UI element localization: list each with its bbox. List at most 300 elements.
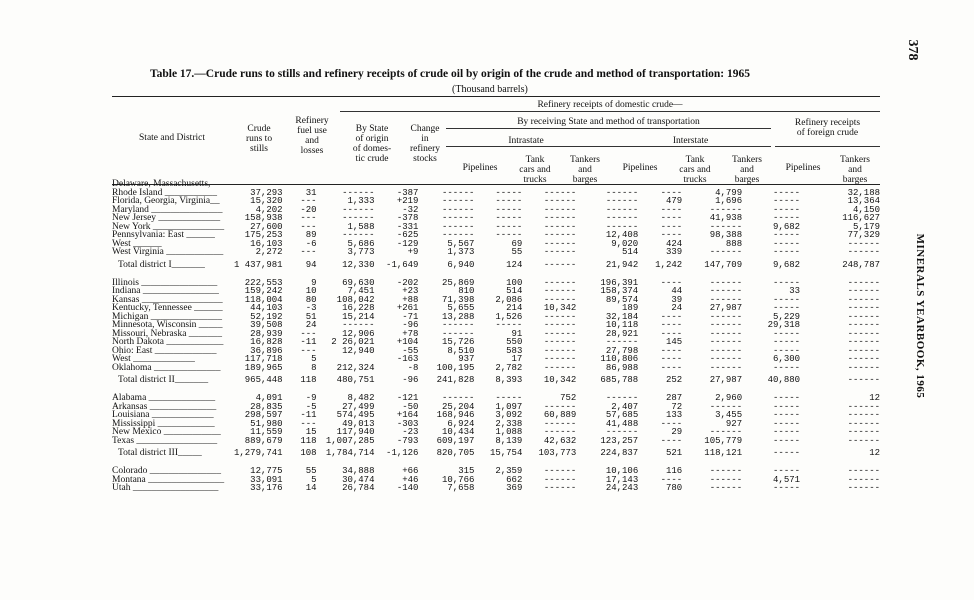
- table-cell: ------: [847, 427, 880, 437]
- table-cell: ------: [441, 213, 475, 223]
- table-cell: -----: [773, 362, 801, 373]
- table-cell: 49,013: [342, 418, 375, 429]
- total-row: [112, 257, 880, 273]
- table-cell: 927: [725, 418, 743, 429]
- table-cell: ------: [709, 401, 743, 412]
- table-cell: ------: [709, 277, 743, 288]
- table-cell: 8,482: [347, 393, 375, 403]
- table-cell: 10,118: [605, 320, 639, 330]
- row-label: Michigan _______________: [112, 311, 223, 322]
- table-cell: 12,775: [250, 466, 283, 476]
- table-cell: 4,150: [852, 204, 880, 215]
- header-pipelines-inter: Pipelines: [622, 163, 658, 173]
- table-cell: -----: [773, 328, 801, 339]
- table-cell: -6: [305, 238, 317, 249]
- row-label: Kentucky, Tennessee ______: [112, 303, 223, 313]
- table-cell: 55: [305, 466, 317, 476]
- table-cell: 28,921: [605, 328, 639, 339]
- table-cell: -----: [773, 187, 801, 198]
- table-cell: ------: [709, 362, 743, 373]
- table-cell: ------: [543, 204, 577, 215]
- table-cell: 28,939: [250, 328, 283, 339]
- table-cell: 1,097: [495, 401, 523, 412]
- table-cell: 145: [665, 337, 683, 347]
- row-label: West ______: [112, 238, 162, 249]
- table-cell: ----: [660, 474, 683, 485]
- table-cell: 479: [665, 196, 683, 206]
- table-cell: 2,782: [495, 362, 523, 373]
- table-cell: 116,627: [842, 213, 880, 223]
- table-cell: +78: [402, 328, 419, 339]
- table-cell: 57,685: [605, 410, 639, 420]
- table-cell: -----: [495, 230, 523, 240]
- table-cell: 224,837: [600, 448, 639, 458]
- table-cell: 11,559: [250, 427, 283, 437]
- table-cell: 1,784,714: [325, 448, 375, 458]
- table-cell: 4,091: [255, 393, 283, 403]
- table-cell: -3: [305, 303, 317, 313]
- table-cell: ------: [605, 196, 639, 206]
- table-cell: 77,329: [847, 230, 880, 240]
- table-cell: -----: [773, 294, 801, 305]
- table-cell: 118: [300, 435, 317, 446]
- table-cell: ------: [847, 362, 880, 373]
- table-cell: +23: [402, 286, 419, 296]
- table-cell: ------: [847, 474, 880, 485]
- table-cell: 8,139: [495, 435, 523, 446]
- table-cell: ------: [847, 294, 880, 305]
- table-cell: 4,799: [715, 187, 743, 198]
- table-cell: ------: [709, 337, 743, 347]
- table-cell: ------: [543, 221, 577, 232]
- table-cell: 6,924: [447, 418, 475, 429]
- table-cell: -20: [300, 204, 317, 215]
- table-cell: ------: [543, 187, 577, 198]
- table-cell: -793: [396, 435, 419, 446]
- table-cell: ------: [709, 466, 743, 476]
- page-number: 378: [905, 39, 920, 61]
- table-cell: 5: [311, 354, 317, 364]
- table-cell: 196,391: [600, 277, 639, 288]
- table-cell: ------: [709, 247, 743, 257]
- table-cell: ------: [543, 196, 577, 206]
- table-cell: 103,773: [538, 448, 577, 458]
- header-foreign: Refinery receipts of foreign crude: [794, 118, 861, 138]
- table-cell: ----: [660, 362, 683, 373]
- table-cell: ------: [847, 466, 880, 476]
- table-cell: 175,253: [244, 230, 283, 240]
- table-cell: 13,364: [847, 196, 880, 206]
- table-cell: 17,143: [605, 474, 639, 485]
- table-cell: 36,896: [250, 345, 283, 356]
- table-cell: 3,455: [715, 410, 743, 420]
- table-cell: ------: [543, 418, 577, 429]
- table-cell: 16,103: [250, 238, 283, 249]
- header-intrastate: Intrastate: [508, 136, 544, 146]
- table-cell: -----: [495, 393, 523, 403]
- table-cell: 3,773: [347, 247, 375, 257]
- row-label: Ohio: East _____________: [112, 345, 217, 356]
- table-cell: 44,103: [250, 303, 283, 313]
- table-cell: ------: [605, 337, 639, 347]
- row-label: Rhode Island ___________: [112, 187, 218, 198]
- table-cell: 780: [665, 483, 683, 493]
- row-label: New Mexico ____________: [112, 427, 221, 437]
- table-cell: -32: [402, 204, 419, 215]
- header-by-state: By State of origin of domes- tic crude: [352, 124, 392, 164]
- table-row: [112, 296, 880, 305]
- row-label: Indiana ________________: [112, 286, 219, 296]
- table-cell: -----: [773, 401, 801, 412]
- header-interstate: Interstate: [672, 136, 709, 146]
- table-cell: 89: [305, 230, 317, 240]
- table-cell: ------: [543, 474, 577, 485]
- table-cell: 28,835: [250, 401, 283, 412]
- table-cell: 9,020: [611, 238, 639, 249]
- table-cell: ----: [660, 354, 683, 364]
- table-cell: 27,600: [250, 221, 283, 232]
- table-cell: -----: [773, 303, 801, 313]
- table-cell: -----: [773, 435, 801, 446]
- table-cell: 965,448: [244, 375, 283, 385]
- row-label: Oklahoma ______________: [112, 362, 221, 373]
- table-row: [112, 364, 880, 373]
- table-cell: 1,588: [347, 221, 375, 232]
- table-cell: ---: [300, 418, 317, 429]
- table-row: [112, 484, 880, 493]
- table-cell: -23: [402, 427, 419, 437]
- row-label: Kansas _________________: [112, 294, 223, 305]
- table-cell: 5,567: [447, 238, 475, 249]
- table-cell: 1 437,981: [233, 259, 283, 270]
- table-cell: ---: [300, 196, 317, 206]
- table-cell: -----: [773, 448, 801, 458]
- table-cell: -----: [495, 213, 523, 223]
- table-cell: 189: [622, 303, 639, 313]
- table-cell: 222,553: [244, 277, 283, 288]
- table-cell: ------: [605, 213, 639, 223]
- table-cell: 212,324: [336, 362, 375, 373]
- table-cell: 10: [305, 286, 317, 296]
- table-cell: -5: [305, 401, 317, 412]
- table-row: [112, 240, 880, 249]
- row-label: Mississippi ____________: [112, 418, 215, 429]
- table-cell: ------: [543, 427, 577, 437]
- table-cell: ------: [543, 213, 577, 223]
- table-cell: -202: [396, 277, 419, 288]
- table-cell: ------: [709, 311, 743, 322]
- row-label: Arkansas ______________: [112, 401, 217, 412]
- table-cell: +164: [396, 410, 419, 420]
- table-cell: 1,279,741: [233, 448, 283, 458]
- table-cell: 889,679: [244, 435, 283, 446]
- table-row: [112, 321, 880, 330]
- table-cell: -----: [773, 418, 801, 429]
- table-cell: 89,574: [605, 294, 639, 305]
- running-head: MINERALS YEARBOOK, 1965: [914, 233, 926, 399]
- table-cell: 5,229: [773, 311, 801, 322]
- table-cell: 15,754: [489, 448, 523, 458]
- table-cell: -----: [773, 213, 801, 223]
- table-cell: 662: [506, 474, 523, 485]
- table-cell: -----: [495, 196, 523, 206]
- table-cell: ------: [543, 328, 577, 339]
- table-cell: 339: [665, 247, 683, 257]
- table-cell: 3,092: [495, 410, 523, 420]
- table-cell: 60,889: [543, 410, 577, 420]
- table-cell: ----: [660, 277, 683, 288]
- table-cell: 685,788: [600, 375, 639, 385]
- row-label: Minnesota, Wisconsin _____: [112, 320, 223, 330]
- table-cell: ------: [543, 466, 577, 476]
- table-cell: -1,649: [386, 259, 419, 270]
- row-label: North Dakota ____________: [112, 337, 224, 347]
- row-label: Pennsylvania: East ______: [112, 230, 215, 240]
- table-cell: 2,359: [495, 466, 523, 476]
- table-cell: 15: [305, 427, 317, 437]
- table-cell: 98,388: [709, 230, 743, 240]
- table-cell: 27,798: [605, 345, 639, 356]
- table-cell: 12: [869, 448, 880, 458]
- table-cell: ------: [709, 320, 743, 330]
- table-cell: 55: [511, 247, 523, 257]
- table-cell: 6,940: [447, 259, 475, 270]
- table-cell: ----: [660, 204, 683, 215]
- table-cell: -----: [773, 483, 801, 493]
- table-cell: -----: [495, 204, 523, 215]
- table-cell: 108: [300, 448, 317, 458]
- table-cell: ------: [342, 230, 375, 240]
- table-cell: 241,828: [436, 375, 475, 385]
- table-row: [112, 279, 880, 288]
- table-cell: ------: [709, 427, 743, 437]
- table-cell: ----: [660, 221, 683, 232]
- table-cell: ---: [300, 328, 317, 339]
- table-cell: ------: [847, 328, 880, 339]
- table-cell: ------: [543, 259, 577, 270]
- table-cell: -625: [396, 230, 419, 240]
- table-cell: ------: [709, 221, 743, 232]
- table-cell: ------: [709, 345, 743, 356]
- table-cell: 86,988: [605, 362, 639, 373]
- table-cell: 27,987: [709, 303, 743, 313]
- table-subtitle: (Thousand barrels): [452, 84, 528, 95]
- table-cell: -----: [773, 410, 801, 420]
- table-cell: -163: [396, 354, 419, 364]
- table-cell: -50: [402, 401, 419, 412]
- table-cell: ------: [543, 483, 577, 493]
- table-cell: ------: [709, 286, 743, 296]
- foreign-rule: [775, 146, 880, 147]
- table-cell: 15,726: [441, 337, 475, 347]
- table-cell: 937: [458, 354, 475, 364]
- table-cell: ----: [660, 187, 683, 198]
- table-cell: 7,451: [347, 286, 375, 296]
- table-cell: ------: [847, 286, 880, 296]
- table-cell: ------: [605, 187, 639, 198]
- table-cell: -----: [773, 196, 801, 206]
- table-cell: ------: [847, 410, 880, 420]
- table-cell: ------: [342, 204, 375, 215]
- table-cell: -378: [396, 213, 419, 223]
- table-cell: 118,004: [244, 294, 283, 305]
- table-cell: ------: [543, 362, 577, 373]
- table-cell: -129: [396, 238, 419, 249]
- table-cell: -9: [305, 393, 317, 403]
- table-cell: ------: [847, 401, 880, 412]
- table-cell: 159,242: [244, 286, 283, 296]
- table-cell: 27,499: [342, 401, 375, 412]
- table-title: Table 17.—Crude runs to stills and refinery receipts of crude oil by origin of the crude and method of transportation: 1965: [150, 68, 751, 80]
- table-cell: ------: [441, 221, 475, 232]
- table-cell: 110,806: [600, 354, 639, 364]
- table-cell: -11: [300, 410, 317, 420]
- table-cell: -71: [402, 311, 419, 322]
- table-cell: 550: [506, 337, 523, 347]
- table-cell: 91: [511, 328, 523, 339]
- table-cell: -----: [773, 393, 801, 403]
- table-cell: 2,960: [715, 393, 743, 403]
- table-cell: 1,526: [495, 311, 523, 322]
- table-cell: 5,655: [447, 303, 475, 313]
- table-cell: ------: [847, 337, 880, 347]
- table-cell: -1,126: [386, 448, 419, 458]
- table-cell: ------: [543, 354, 577, 364]
- table-cell: 51: [305, 311, 317, 322]
- table-cell: 424: [665, 238, 683, 249]
- row-label: Maryland _______________: [112, 204, 223, 215]
- table-cell: 16,228: [342, 303, 375, 313]
- table-cell: -----: [773, 230, 801, 240]
- table-cell: ------: [605, 393, 639, 403]
- table-cell: ------: [342, 320, 375, 330]
- table-cell: ---: [300, 345, 317, 356]
- table-cell: 1,333: [347, 196, 375, 206]
- table-cell: 214: [506, 303, 523, 313]
- table-cell: 369: [506, 483, 523, 493]
- table-cell: 5: [311, 474, 317, 485]
- table-cell: ------: [847, 303, 880, 313]
- header-crude-runs: Crude runs to stills: [245, 124, 273, 154]
- row-label: Alabama ______________: [112, 393, 216, 403]
- table-cell: 514: [622, 247, 639, 257]
- domestic-rule: [340, 111, 880, 112]
- table-cell: 6,300: [773, 354, 801, 364]
- table-cell: 116: [665, 466, 683, 476]
- table-cell: 8,510: [447, 345, 475, 356]
- header-tankers-foreign: Tankers and barges: [840, 155, 870, 185]
- table-cell: 820,705: [436, 448, 475, 458]
- table-cell: -387: [396, 187, 419, 198]
- table-cell: ------: [543, 238, 577, 249]
- table-cell: 39: [671, 294, 683, 305]
- table-cell: ------: [847, 354, 880, 364]
- table-cell: ------: [543, 277, 577, 288]
- table-cell: ------: [543, 337, 577, 347]
- table-cell: ------: [543, 247, 577, 257]
- table-cell: 105,779: [704, 435, 743, 446]
- table-cell: 40,880: [767, 375, 801, 385]
- table-cell: 7,658: [447, 483, 475, 493]
- table-cell: 24: [671, 303, 683, 313]
- table-cell: ------: [543, 230, 577, 240]
- table-cell: 888: [725, 238, 743, 249]
- table-cell: ----: [660, 345, 683, 356]
- row-label: Delaware, Massachusetts,: [112, 179, 211, 189]
- table-cell: 17: [511, 354, 523, 364]
- table-cell: 39,508: [250, 320, 283, 330]
- table-cell: 147,709: [704, 259, 743, 270]
- table-cell: 1,373: [447, 247, 475, 257]
- table-cell: ------: [605, 204, 639, 215]
- table-cell: 26,784: [342, 483, 375, 493]
- table-cell: ---: [300, 247, 317, 257]
- table-cell: 133: [665, 410, 683, 420]
- table-cell: -11: [300, 337, 317, 347]
- table-cell: +66: [402, 466, 419, 476]
- table-cell: -----: [773, 345, 801, 356]
- table-cell: ----: [660, 328, 683, 339]
- table-cell: 298,597: [244, 410, 283, 420]
- table-cell: -----: [495, 320, 523, 330]
- header-fuel-use: Refinery fuel use and losses: [295, 116, 329, 156]
- table-cell: ------: [342, 213, 375, 223]
- table-cell: 32,188: [847, 187, 880, 198]
- table-cell: -331: [396, 221, 419, 232]
- header-tankcars-inter: Tank cars and trucks: [679, 155, 711, 185]
- table-cell: ------: [441, 187, 475, 198]
- table-cell: ----: [660, 435, 683, 446]
- row-label: Montana ________________: [112, 474, 225, 485]
- table-cell: 4,571: [773, 474, 801, 485]
- table-cell: 2 26,021: [331, 337, 375, 347]
- table-cell: 118,121: [704, 448, 743, 458]
- table-cell: 5,686: [347, 238, 375, 249]
- table-cell: 158,938: [244, 213, 283, 223]
- row-label: Louisiana _____________: [112, 410, 214, 420]
- table-cell: 480,751: [336, 375, 375, 385]
- table-cell: ------: [847, 277, 880, 288]
- row-label: Total district I_______: [118, 259, 205, 270]
- intra-inter-rule: [446, 146, 771, 147]
- table-cell: ----: [660, 320, 683, 330]
- receiving-rule: [446, 128, 771, 129]
- table-cell: 124: [506, 259, 523, 270]
- row-label: West Virginia ____________: [112, 247, 224, 257]
- table-cell: 16,828: [250, 337, 283, 347]
- table-cell: -96: [402, 320, 419, 330]
- table-row: [112, 437, 880, 446]
- table-cell: 2,272: [255, 247, 283, 257]
- data-table: [112, 180, 880, 493]
- table-cell: 12,906: [342, 328, 375, 339]
- table-cell: 30,474: [342, 474, 375, 485]
- table-cell: 10,342: [543, 375, 577, 385]
- table-cell: 12,408: [605, 230, 639, 240]
- table-cell: 69: [511, 238, 523, 249]
- table-cell: 15,320: [250, 196, 283, 206]
- table-cell: 9,682: [773, 259, 801, 270]
- table-cell: 117,940: [336, 427, 375, 437]
- table-row: [112, 231, 880, 240]
- table-cell: 2,338: [495, 418, 523, 429]
- table-cell: 1,088: [495, 427, 523, 437]
- table-cell: 42,632: [543, 435, 577, 446]
- table-cell: ------: [441, 320, 475, 330]
- table-cell: 1,696: [715, 196, 743, 206]
- table-cell: 1,242: [655, 259, 683, 270]
- table-cell: 8: [311, 362, 317, 373]
